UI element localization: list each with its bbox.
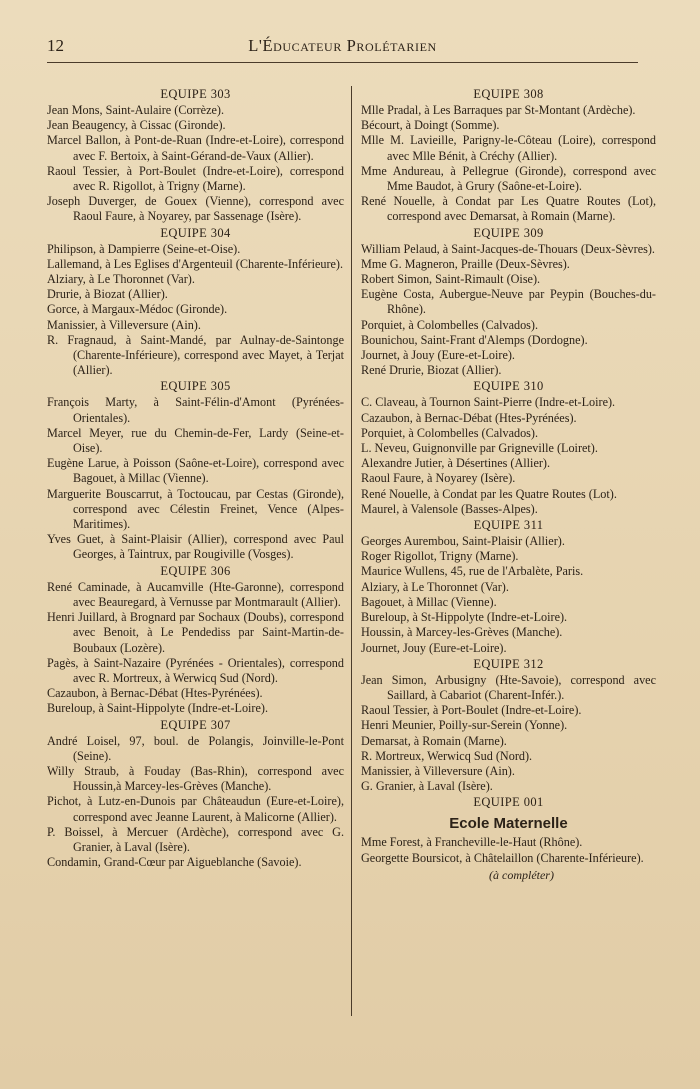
member-entry: Porquiet, à Colombelles (Calvados).	[361, 425, 539, 440]
team-section	[361, 517, 656, 656]
member-entry: Journet, Jouy (Eure-et-Loire).	[361, 640, 507, 655]
team-section	[361, 86, 656, 225]
member-entry: François Marty, à Saint-Félin-d'Amont (Pyrénées-Orientales).	[47, 395, 344, 425]
member-entry: Manissier, à Villeversure (Ain).	[47, 317, 201, 332]
member-entry: Pichot, à Lutz-en-Dunois par Châteaudun (Eure-et-Loire), correspond avec Jeanne Laurent, à Malicorne (Allier).	[47, 794, 344, 824]
member-entry: Mlle M. Lavieille, Parigny-le-Côteau (Loire), correspond avec Mlle Bénit, à Créchy (Allier).	[361, 133, 656, 163]
member-entry: Georges Aurembou, Saint-Plaisir (Allier).	[361, 534, 565, 549]
column-divider	[351, 86, 352, 1016]
member-entry: Yves Guet, à Saint-Plaisir (Allier), correspond avec Paul Georges, à Taintrux, par Rougiville (Vosges).	[47, 532, 344, 562]
member-entry: Maurice Wullens, 45, rue de l'Arbalète, Paris.	[361, 564, 584, 579]
page-number: 12	[47, 36, 64, 55]
member-entry: Marguerite Bouscarrut, à Toctoucau, par Cestas (Gironde), correspond avec Célestin Freinet, Vence (Alpes-Maritimes).	[47, 486, 344, 532]
member-entry: Bécourt, à Doingt (Somme).	[361, 118, 500, 133]
team-section	[47, 378, 344, 562]
team-heading: EQUIPE 309	[473, 225, 544, 240]
member-entry: Pagès, à Saint-Nazaire (Pyrénées - Orientales), correspond avec R. Mortreux, à Werwicq Sud (Nord).	[47, 655, 344, 685]
member-entry: Houssin, à Marcey-les-Grèves (Manche).	[361, 625, 563, 640]
member-entry: Condamin, Grand-Cœur par Aigueblanche (Savoie).	[47, 855, 302, 870]
member-entry: René Caminade, à Aucamville (Hte-Garonne), correspond avec Beauregard, à Vernusse par Montmarault (Allier).	[47, 579, 344, 609]
member-entry: Jean Simon, Arbusigny (Hte-Savoie), correspond avec Saillard, à Cabariot (Charent-Infér.).	[361, 672, 656, 702]
member-entry: René Nouelle, à Condat par Les Quatre Routes (Lot), correspond avec Demarsat, à Romain (Marne).	[361, 194, 656, 224]
member-entry: P. Boissel, à Mercuer (Ardèche), correspond avec G. Granier, à Laval (Isère).	[47, 824, 344, 854]
right-column	[361, 86, 656, 884]
member-entry: René Drurie, Biozat (Allier).	[361, 363, 502, 378]
member-entry: Gorce, à Margaux-Médoc (Gironde).	[47, 302, 228, 317]
member-entry: Bureloup, à St-Hippolyte (Indre-et-Loire).	[361, 610, 568, 625]
member-entry: Raoul Tessier, à Port-Boulet (Indre-et-Loire), correspond avec R. Rigollot, à Trigny (Marne).	[47, 163, 344, 194]
team-section	[361, 794, 656, 883]
member-entry: Henri Meunier, Poilly-sur-Serein (Yonne).	[361, 718, 568, 733]
member-entry: Eugène Costa, Aubergue-Neuve par Peypin (Bouches-du-Rhône).	[361, 287, 656, 317]
member-entry: Mme G. Magneron, Praille (Deux-Sèvres).	[361, 256, 570, 271]
left-column	[47, 86, 344, 870]
member-entry: Bureloup, à Saint-Hippolyte (Indre-et-Loire).	[47, 701, 268, 716]
team-section	[47, 563, 344, 717]
team-section	[361, 225, 656, 379]
member-entry: Porquiet, à Colombelles (Calvados).	[361, 317, 539, 332]
member-entry: Cazaubon, à Bernac-Débat (Htes-Pyrénées).	[361, 410, 577, 425]
member-entry: Jean Beaugency, à Cissac (Gironde).	[47, 118, 226, 133]
continuation-note: (à compléter)	[489, 867, 554, 882]
member-entry: Manissier, à Villeversure (Ain).	[361, 763, 515, 778]
team-section	[361, 656, 656, 795]
team-heading: EQUIPE 304	[160, 225, 231, 240]
team-heading: EQUIPE 305	[160, 379, 231, 394]
member-entry: Henri Juillard, à Brognard par Sochaux (Doubs), correspond avec Benoit, à Le Pendediss par Saint-Martin-de-Boubaux (Lozère).	[47, 610, 344, 655]
member-entry: R. Mortreux, Werwicq Sud (Nord).	[361, 748, 533, 763]
member-entry: William Pelaud, à Saint-Jacques-de-Thouars (Deux-Sèvres).	[361, 241, 655, 256]
member-entry: Bounichou, Saint-Frant d'Alemps (Dordogne).	[361, 332, 588, 347]
team-section	[47, 225, 344, 379]
member-entry: Cazaubon, à Bernac-Débat (Htes-Pyrénées).	[47, 686, 263, 701]
section-subtitle: Ecole Maternelle	[449, 815, 568, 833]
team-heading: EQUIPE 303	[160, 87, 231, 101]
member-entry: Philipson, à Dampierre (Seine-et-Oise).	[47, 241, 241, 256]
member-entry: Mlle Pradal, à Les Barraques par St-Montant (Ardèche).	[361, 103, 636, 117]
member-entry: Bagouet, à Millac (Vienne).	[361, 594, 497, 609]
member-entry: Joseph Duverger, de Gouex (Vienne), correspond avec Raoul Faure, à Noyarey, par Sassenage (Isère).	[47, 194, 344, 224]
team-heading: EQUIPE 312	[473, 656, 544, 671]
member-entry: Raoul Tessier, à Port-Boulet (Indre-et-Loire).	[361, 703, 582, 718]
member-entry: C. Claveau, à Tournon Saint-Pierre (Indre-et-Loire).	[361, 395, 616, 410]
team-section	[47, 86, 344, 225]
member-entry: Demarsat, à Romain (Marne).	[361, 733, 507, 748]
journal-title: L'Éducateur Prolétarien	[248, 36, 437, 55]
team-heading: EQUIPE 308	[473, 87, 544, 101]
member-entry: Alziary, à Le Thoronnet (Var).	[361, 579, 509, 594]
member-entry: Drurie, à Biozat (Allier).	[47, 287, 168, 302]
member-entry: R. Fragnaud, à Saint-Mandé, par Aulnay-de-Saintonge (Charente-Inférieure), correspond avec Mayet, à Terjat (Allier).	[47, 332, 344, 378]
member-entry: Mme Forest, à Francheville-le-Haut (Rhône).	[361, 835, 583, 850]
member-entry: Alexandre Jutier, à Désertines (Allier).	[361, 456, 551, 471]
member-entry: René Nouelle, à Condat par les Quatre Routes (Lot).	[361, 486, 617, 501]
member-entry: Georgette Boursicot, à Châtelaillon (Charente-Inférieure).	[361, 850, 644, 865]
member-entry: Jean Mons, Saint-Aulaire (Corrèze).	[47, 103, 224, 117]
team-heading: EQUIPE 311	[473, 518, 544, 533]
member-entry: André Loisel, 97, boul. de Polangis, Joinville-le-Pont (Seine).	[47, 733, 344, 763]
team-heading: EQUIPE 310	[473, 379, 544, 394]
team-heading: EQUIPE 001	[473, 795, 544, 810]
team-section	[361, 378, 656, 517]
member-entry: Robert Simon, Saint-Rimault (Oise).	[361, 272, 541, 287]
member-entry: Lallemand, à Les Eglises d'Argenteuil (Charente-Inférieure).	[47, 256, 344, 271]
member-entry: Journet, à Jouy (Eure-et-Loire).	[361, 348, 515, 363]
member-entry: Marcel Ballon, à Pont-de-Ruan (Indre-et-Loire), correspond avec F. Bertoix, à Saint-Gérand-de-Vaux (Allier).	[47, 133, 344, 163]
team-heading: EQUIPE 306	[160, 563, 231, 578]
member-entry: Willy Straub, à Fouday (Bas-Rhin), correspond avec Houssin,à Marcey-les-Grèves (Manche).	[47, 763, 344, 794]
team-section	[47, 717, 344, 871]
team-heading: EQUIPE 307	[160, 717, 231, 732]
member-entry: G. Granier, à Laval (Isère).	[361, 779, 493, 794]
member-entry: Raoul Faure, à Noyarey (Isère).	[361, 471, 516, 486]
page-header	[47, 36, 638, 63]
member-entry: Roger Rigollot, Trigny (Marne).	[361, 549, 519, 564]
member-entry: Eugène Larue, à Poisson (Saône-et-Loire), correspond avec Bagouet, à Millac (Vienne).	[47, 456, 344, 486]
member-entry: Marcel Meyer, rue du Chemin-de-Fer, Lardy (Seine-et-Oise).	[47, 425, 344, 456]
member-entry: Mme Andureau, à Pellegrue (Gironde), correspond avec Mme Baudot, à Grury (Saône-et-Loire).	[361, 163, 656, 194]
member-entry: L. Neveu, Guignonville par Grigneville (Loiret).	[361, 441, 598, 456]
member-entry: Alziary, à Le Thoronnet (Var).	[47, 272, 195, 287]
member-entry: Maurel, à Valensole (Basses-Alpes).	[361, 501, 538, 516]
